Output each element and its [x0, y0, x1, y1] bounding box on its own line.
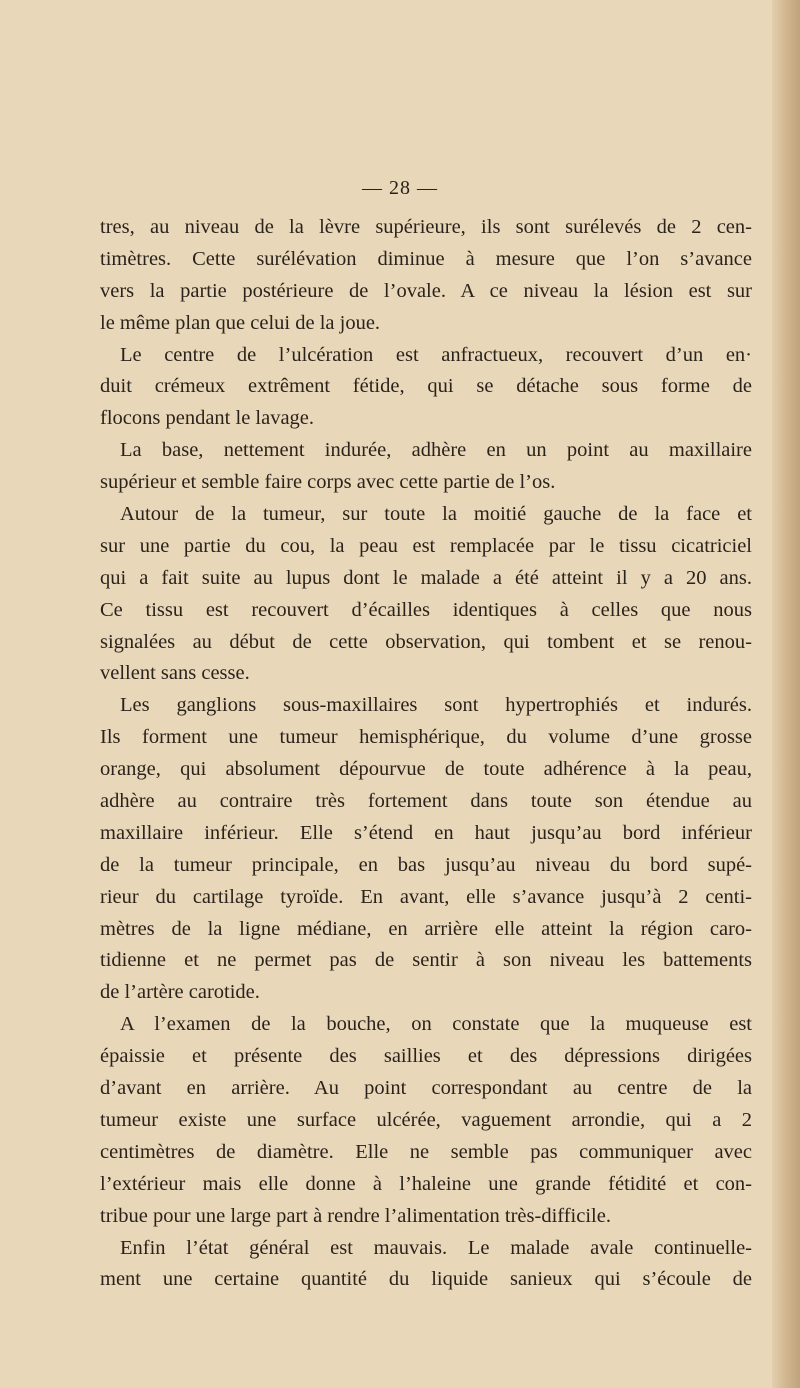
text-line: orange, qui absolument dépourvue de toute adhérence à la peau,: [100, 758, 752, 781]
text-line: mètres de la ligne médiane, en arrière elle atteint la région caro-: [100, 917, 752, 940]
text-line: supérieur et semble faire corps avec cette partie de l’os.: [100, 471, 556, 494]
text-line: maxillaire inférieur. Elle s’étend en haut jusqu’au bord inférieur: [100, 821, 752, 844]
body-text: [100, 212, 752, 1296]
text-line: Enfin l’état général est mauvais. Le malade avale continuelle-: [120, 1236, 752, 1259]
text-line: timètres. Cette surélévation diminue à mesure que l’on s’avance: [100, 247, 752, 270]
text-line: adhère au contraire très fortement dans toute son étendue au: [100, 790, 752, 813]
text-line: Le centre de l’ulcération est anfractueux, recouvert d’un en·: [120, 343, 752, 366]
text-line: le même plan que celui de la joue.: [100, 311, 381, 334]
text-line: l’extérieur mais elle donne à l’haleine une grande fétidité et con-: [100, 1172, 752, 1195]
text-line: flocons pendant le lavage.: [100, 407, 315, 430]
text-line: de l’artère carotide.: [100, 981, 260, 1004]
text-line: épaissie et présente des saillies et des dépressions dirigées: [100, 1045, 752, 1068]
text-line: centimètres de diamètre. Elle ne semble pas communiquer avec: [100, 1140, 752, 1163]
text-line: tumeur existe une surface ulcérée, vaguement arrondie, qui a 2: [100, 1108, 752, 1131]
text-line: duit crémeux extrêment fétide, qui se détache sous forme de: [100, 375, 752, 398]
text-line: vellent sans cesse.: [100, 662, 250, 685]
text-line: A l’examen de la bouche, on constate que la muqueuse est: [120, 1013, 752, 1036]
text-line: qui a fait suite au lupus dont le malade a été atteint il y a 20 ans.: [100, 566, 752, 589]
text-line: Ce tissu est recouvert d’écailles identiques à celles que nous: [100, 598, 752, 621]
page-edge-shadow: [772, 0, 800, 1388]
text-line: Ils forment une tumeur hemisphérique, du volume d’une grosse: [100, 726, 752, 749]
text-line: de la tumeur principale, en bas jusqu’au niveau du bord supé-: [100, 853, 752, 876]
text-line: tres, au niveau de la lèvre supérieure, ils sont surélevés de 2 cen-: [100, 216, 752, 238]
text-line: tribue pour une large part à rendre l’alimentation très-difficile.: [100, 1204, 611, 1227]
text-line: Autour de la tumeur, sur toute la moitié gauche de la face et: [120, 503, 752, 526]
text-line: vers la partie postérieure de l’ovale. A ce niveau la lésion est sur: [100, 279, 752, 302]
page-number: — 28 —: [362, 177, 438, 199]
text-line: rieur du cartilage tyroïde. En avant, elle s’avance jusqu’à 2 centi-: [100, 885, 752, 908]
text-line: sur une partie du cou, la peau est remplacée par le tissu cicatriciel: [100, 534, 752, 557]
text-line: tidienne et ne permet pas de sentir à son niveau les battements: [100, 949, 752, 972]
text-line: d’avant en arrière. Au point correspondant au centre de la: [100, 1077, 752, 1100]
text-line: signalées au début de cette observation, qui tombent et se renou-: [100, 630, 752, 653]
text-line: La base, nettement indurée, adhère en un point au maxillaire: [120, 439, 752, 462]
text-line: Les ganglions sous-maxillaires sont hypertrophiés et indurés.: [120, 694, 752, 717]
text-line: ment une certaine quantité du liquide sanieux qui s’écoule de: [100, 1268, 752, 1291]
